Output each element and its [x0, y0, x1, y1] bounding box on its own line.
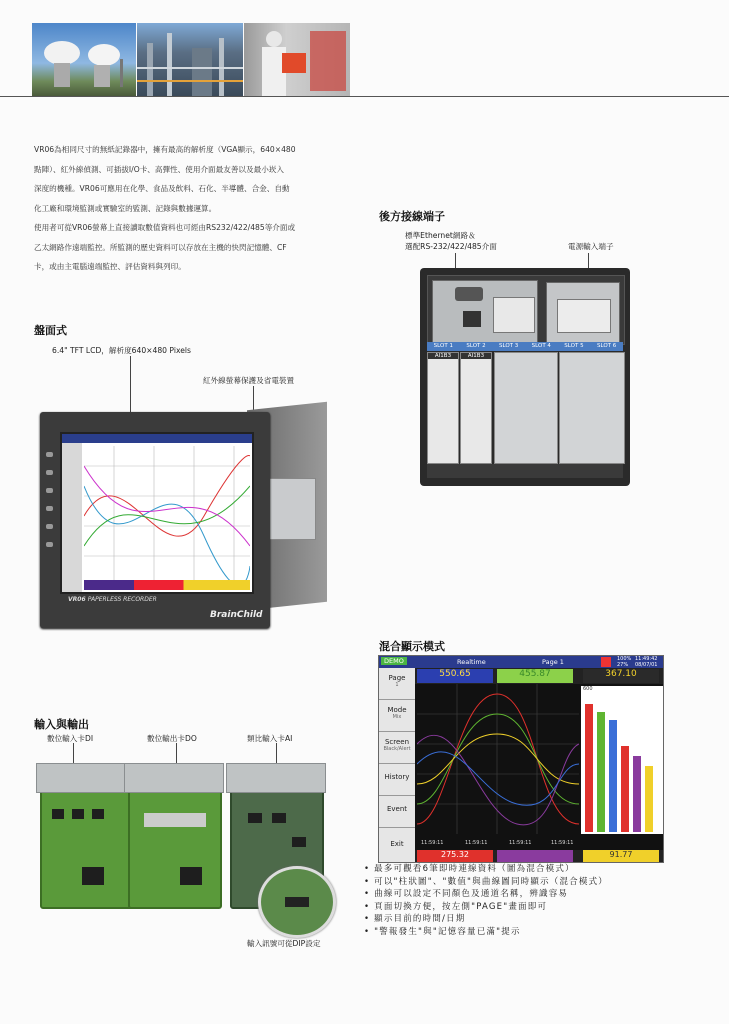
- rear-bottom-vents: [427, 464, 623, 478]
- power-label: 電源輸入端子: [568, 242, 614, 251]
- mount-bracket: [268, 478, 316, 540]
- time-label: 11:59:11: [465, 840, 488, 846]
- rs232-label: 選配RS-232/422/485介面: [405, 242, 497, 251]
- screen-menu: [379, 668, 415, 862]
- menu-sub: Mix: [392, 714, 402, 720]
- power-plant-photo: [32, 23, 136, 96]
- value-row-top: [415, 668, 663, 684]
- feature-item: • 頁面切換方便，按左側"PAGE"畫面即可: [364, 901, 608, 914]
- menu-label: Page: [388, 674, 406, 682]
- dip-switch-icon: [285, 897, 309, 907]
- menu-exit-button[interactable]: [379, 828, 415, 862]
- value-row-bottom: [415, 850, 663, 862]
- time-label: 11:59:11: [421, 840, 444, 846]
- card-chip: [272, 813, 286, 823]
- demo-badge: DEMO: [381, 657, 407, 665]
- di-label: 數位輸入卡DI: [47, 734, 94, 743]
- menu-label: History: [384, 773, 410, 781]
- feature-list: [364, 863, 608, 939]
- card-chip: [92, 809, 104, 819]
- panel-section-title: 盤面式: [34, 324, 67, 337]
- intro-line: 乙太網路作遠端監控。所監測的歷史資料可以存放在主機的快閃記憶體、CF: [34, 242, 287, 252]
- side-key[interactable]: [46, 452, 53, 457]
- feature-item: • "警報發生"與"記憶容量已滿"提示: [364, 926, 608, 939]
- value-box-yellow-channel: 367.10: [583, 669, 659, 683]
- empty-slot-5-6: [559, 352, 625, 464]
- card-rail: [36, 763, 136, 793]
- model-label: [68, 596, 157, 603]
- value-box-yellow-bottom: 91.77: [583, 850, 659, 862]
- bar-blue: [609, 720, 617, 832]
- rear-panel-image: [420, 268, 630, 486]
- dip-label: 輸入訊號可從DIP設定: [247, 939, 321, 948]
- ethernet-label: 標準Ethernet網路＆: [405, 231, 476, 240]
- io-card-1: [427, 352, 459, 464]
- card-rail: [226, 763, 326, 793]
- lab-photo: [244, 23, 350, 96]
- card-chip: [52, 809, 64, 819]
- lcd-header: [62, 434, 252, 443]
- factory-photo: [137, 23, 243, 96]
- side-key[interactable]: [46, 506, 53, 511]
- rear-section-title: 後方接線端子: [379, 210, 445, 223]
- menu-label: Screen: [384, 738, 410, 746]
- recorder-bezel: [40, 412, 270, 628]
- feature-item: • 曲線可以設定不同顏色及通道名稱，辨識容易: [364, 888, 608, 901]
- menu-label: Mode: [387, 706, 407, 714]
- dip-switch-zoom: [258, 866, 336, 938]
- menu-label: Event: [386, 805, 408, 813]
- db9-connector: [455, 287, 483, 301]
- io-card-2: [460, 352, 492, 464]
- bar-panel: [581, 686, 663, 834]
- recorder-lcd: [60, 432, 254, 594]
- bar-red-2: [621, 746, 629, 832]
- slot-label: SLOT 3: [498, 343, 519, 349]
- io-section-title: 輸入與輸出: [34, 718, 89, 731]
- card-chip: [180, 867, 202, 885]
- intro-line: 深度的機種。VR06可應用在化學、食品及飲料、石化、半導體、合金、自動: [34, 184, 290, 193]
- power-terminal: [557, 299, 611, 333]
- rj45-port: [463, 311, 481, 327]
- bar-green: [597, 712, 605, 832]
- header-divider: [0, 96, 729, 97]
- page-label: Page 1: [542, 658, 564, 666]
- rs485-terminal: [493, 297, 535, 333]
- bar-yellow: [645, 766, 653, 832]
- card-chip: [82, 867, 104, 885]
- time-label: 11:59:11: [509, 840, 532, 846]
- value-box-purple-bottom: [497, 850, 573, 862]
- feature-item: • 顯示目前的時間/日期: [364, 913, 608, 926]
- lcd-trend-chart: [84, 446, 250, 586]
- feature-item: • 可以"柱狀圖"、"數值"與曲線圖同時顯示（混合模式）: [364, 876, 608, 889]
- value-box-green-channel: 455.87: [497, 669, 573, 683]
- slot-label: SLOT 2: [466, 343, 486, 349]
- slot-label: SLOT 6: [596, 343, 617, 349]
- intro-line: 化工廠和環境監測或實驗室的監測、記錄與數據運算。: [34, 203, 217, 213]
- menu-page-button[interactable]: [379, 668, 415, 700]
- menu-mode-button[interactable]: [379, 700, 415, 732]
- memory-pct: 100%: [617, 656, 632, 662]
- mixed-section-title: 混合顯示模式: [379, 640, 445, 653]
- clock-time: 11:49:42: [635, 656, 658, 662]
- menu-sub: Black/Alert: [383, 746, 411, 752]
- side-key[interactable]: [46, 488, 53, 493]
- side-button-column: [46, 452, 53, 547]
- menu-screen-button[interactable]: [379, 732, 415, 764]
- slot-label: SLOT 1: [433, 343, 453, 349]
- bar-scale: 600: [583, 686, 593, 692]
- slot-label: SLOT 5: [564, 343, 584, 349]
- do-label: 數位輸出卡DO: [147, 734, 197, 743]
- side-key[interactable]: [46, 524, 53, 529]
- card-chip: [248, 813, 262, 823]
- slot-label-bar: [427, 342, 623, 351]
- model-name: VR06: [68, 596, 86, 603]
- menu-sub: 1: [395, 682, 399, 688]
- intro-line: VR06為相同尺寸的無紙記錄器中，擁有最高的解析度（VGA顯示，640×480: [34, 145, 296, 154]
- time-label: 11:59:11: [551, 840, 574, 846]
- card-label: AI1B3: [428, 353, 458, 359]
- mixed-trend-chart: [417, 684, 579, 848]
- card-chip: [292, 837, 306, 847]
- empty-slot-3-4: [494, 352, 558, 464]
- side-key[interactable]: [46, 542, 53, 547]
- card-label: AI1B3: [461, 353, 491, 359]
- bar-red: [585, 704, 593, 832]
- menu-history-button[interactable]: [379, 764, 415, 796]
- value-box-red-bottom: 275.32: [417, 850, 493, 862]
- brand-logo: BrainChild: [210, 610, 263, 620]
- di-card-image: [40, 765, 134, 909]
- value-box-red-channel: 550.65: [417, 669, 493, 683]
- lcd-label: 6.4" TFT LCD，解析度640×480 Pixels: [52, 346, 191, 355]
- ai-label: 類比輸入卡AI: [247, 734, 293, 743]
- slot-label: SLOT 4: [531, 343, 551, 349]
- relay-bank: [144, 813, 206, 827]
- side-key[interactable]: [46, 470, 53, 475]
- mixed-screen: [378, 655, 664, 863]
- intro-line: 卡，或由主電腦遠端監控、評估資料與列印。: [34, 262, 186, 271]
- power-module: [546, 282, 620, 344]
- menu-event-button[interactable]: [379, 796, 415, 828]
- clock-date: 08/07/01: [635, 662, 658, 668]
- intro-line: 使用者可從VR06螢幕上直接讀取數值資料也可經由RS232/422/485等介面或: [34, 223, 296, 232]
- card-chip: [72, 809, 84, 819]
- intro-paragraph: [34, 140, 352, 277]
- feature-item: • 最多可觀看6筆即時連線資料（圖為混合模式）: [364, 863, 608, 876]
- lcd-value-bar: [84, 580, 250, 590]
- model-tag: PAPERLESS RECORDER: [87, 596, 157, 603]
- screen-header: [379, 656, 663, 668]
- comm-module: [432, 280, 538, 344]
- recorder-front-image: [32, 398, 332, 630]
- alarm-speaker-icon: [601, 657, 611, 667]
- card-rail: [124, 763, 224, 793]
- memory-pct-2: 27%: [617, 662, 629, 668]
- bar-purple: [633, 756, 641, 832]
- menu-label: Exit: [390, 840, 404, 848]
- realtime-label: Realtime: [457, 658, 486, 666]
- do-card-image: [128, 765, 222, 909]
- lcd-menu-column: [62, 434, 82, 592]
- intro-line: 點陣）、紅外線偵測、可插拔I/O卡、高彈性、使用介面最友善以及最小崁入: [34, 164, 284, 174]
- ir-label: 紅外線螢幕保護及省電裝置: [203, 376, 295, 385]
